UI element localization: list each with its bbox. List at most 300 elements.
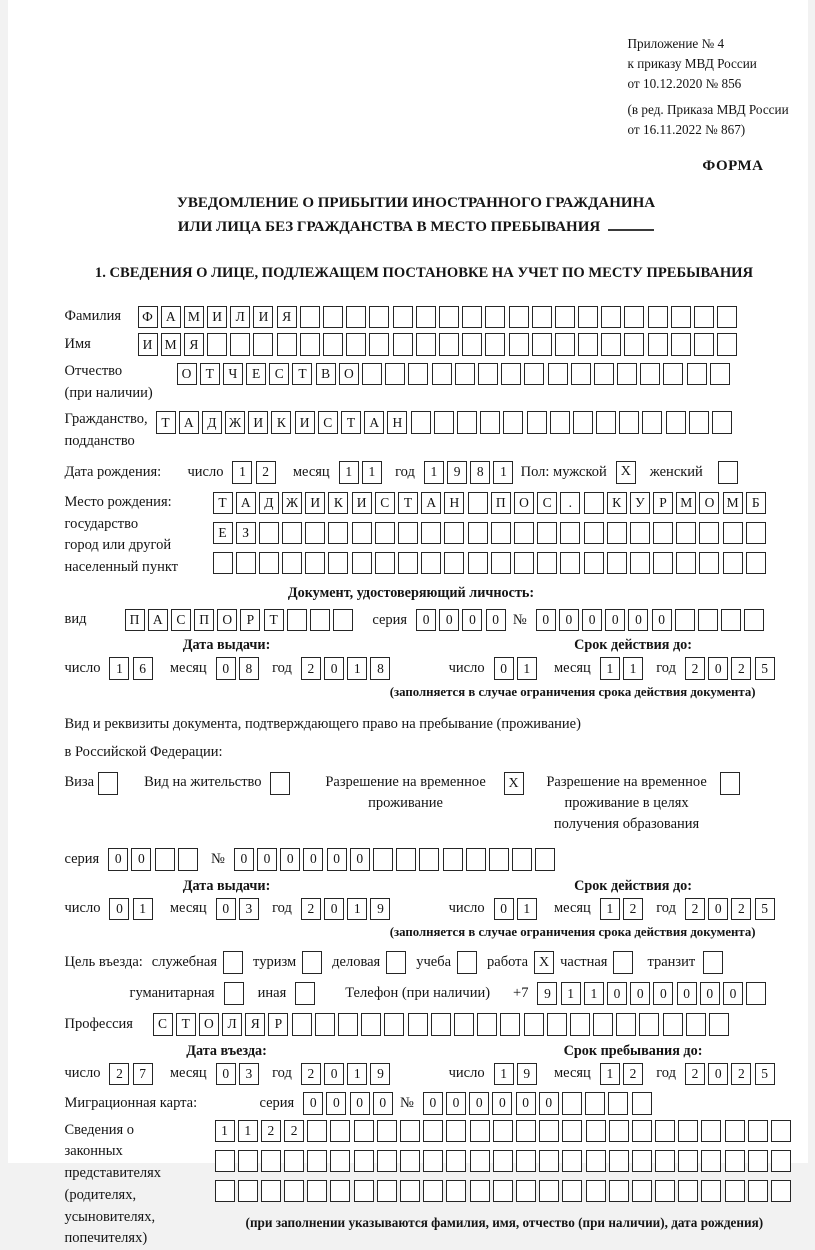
char-cell (771, 1120, 791, 1143)
phone-label: Телефон (при наличии) (345, 985, 490, 1002)
char-cell (362, 363, 382, 386)
doc-number-cells (536, 609, 768, 632)
char-cell: М (676, 492, 696, 515)
char-cell (373, 848, 393, 871)
char-cell: Л (222, 1013, 242, 1036)
char-cell (698, 609, 718, 632)
char-cell (444, 552, 464, 575)
char-cell (432, 363, 452, 386)
char-cell: 0 (446, 1092, 466, 1115)
char-cell (468, 492, 488, 515)
char-cell (253, 333, 273, 356)
char-cell (687, 363, 707, 386)
char-cell: 1 (347, 1063, 367, 1086)
char-cell (771, 1150, 791, 1173)
char-cell: 0 (677, 982, 697, 1005)
citizenship-row (65, 409, 798, 453)
number-label: № (513, 612, 527, 629)
char-cell (527, 411, 547, 434)
surname-label: Фамилия (65, 306, 138, 328)
purpose-official-label: служебная (152, 954, 217, 971)
birth-date-row (65, 461, 798, 484)
char-cell (578, 333, 598, 356)
char-cell (655, 1120, 675, 1143)
char-cell (408, 1013, 428, 1036)
residence-permit-option (144, 772, 289, 795)
char-cell: 8 (239, 657, 259, 680)
identity-issue-month (216, 657, 262, 680)
char-cell (630, 552, 650, 575)
char-cell: И (138, 333, 158, 356)
day-label: число (65, 900, 101, 917)
char-cell (238, 1180, 258, 1203)
purpose-tourism-label: туризм (253, 954, 296, 971)
char-cell (377, 1120, 397, 1143)
char-cell (560, 552, 580, 575)
residence-series-cells (108, 848, 201, 871)
birth-place-rows (213, 492, 770, 575)
sex-female-label: женский (650, 464, 703, 481)
restriction-note: (заполняется в случае ограничения срока действия документа) (65, 925, 798, 940)
char-cell (446, 1120, 466, 1143)
char-cell (524, 363, 544, 386)
char-cell (261, 1180, 281, 1203)
char-cell (717, 333, 737, 356)
char-cell (570, 1013, 590, 1036)
char-cell (678, 1120, 698, 1143)
month-label: месяц (554, 900, 591, 917)
char-cell (439, 333, 459, 356)
purpose-tourism-checkbox (302, 951, 322, 974)
char-cell (725, 1120, 745, 1143)
day-label: число (65, 660, 101, 677)
char-cell (609, 1150, 629, 1173)
visit-purpose-row (65, 951, 798, 974)
char-cell (516, 1180, 536, 1203)
char-cell (678, 1180, 698, 1203)
char-cell (671, 306, 691, 329)
char-cell: 2 (301, 1063, 321, 1086)
char-cell (400, 1120, 420, 1143)
char-cell: 0 (607, 982, 627, 1005)
char-cell (584, 522, 604, 545)
char-cell: С (171, 609, 191, 632)
char-cell (632, 1150, 652, 1173)
char-cell (686, 1013, 706, 1036)
residence-valid-day (494, 898, 540, 921)
char-cell (535, 848, 555, 871)
char-cell: . (560, 492, 580, 515)
char-cell (721, 609, 741, 632)
char-cell (284, 1180, 304, 1203)
char-cell (573, 411, 593, 434)
char-cell: 1 (362, 461, 382, 484)
char-cell (238, 1150, 258, 1173)
given-name-cells (138, 333, 741, 356)
char-cell (539, 1120, 559, 1143)
char-cell (671, 333, 691, 356)
char-cell (537, 522, 557, 545)
char-cell (584, 492, 604, 515)
char-cell (648, 306, 668, 329)
char-cell: 2 (731, 1063, 751, 1086)
char-cell (491, 522, 511, 545)
char-cell: 2 (261, 1120, 281, 1143)
char-cell (305, 552, 325, 575)
visa-label: Виза (65, 772, 95, 793)
char-cell (562, 1150, 582, 1173)
identity-dates-row (65, 657, 798, 680)
char-cell: 0 (350, 848, 370, 871)
char-cell: 1 (133, 898, 153, 921)
char-cell: 0 (131, 848, 151, 871)
char-cell: Р (240, 609, 260, 632)
char-cell (493, 1180, 513, 1203)
char-cell: 9 (517, 1063, 537, 1086)
form-label: ФОРМА (65, 158, 798, 175)
char-cell: В (316, 363, 336, 386)
purpose-business-label: деловая (332, 954, 380, 971)
char-cell (292, 1013, 312, 1036)
entry-year (301, 1063, 394, 1086)
char-cell (421, 522, 441, 545)
char-cell (300, 333, 320, 356)
char-cell (346, 306, 366, 329)
char-cell (421, 552, 441, 575)
char-cell: 0 (559, 609, 579, 632)
purpose-work-label: работа (487, 954, 528, 971)
year-label: год (272, 1065, 292, 1082)
char-cell (333, 609, 353, 632)
char-cell (717, 306, 737, 329)
stay-month (600, 1063, 646, 1086)
char-cell (746, 982, 766, 1005)
char-cell: 2 (731, 898, 751, 921)
form-title-line2: ИЛИ ЛИЦА БЕЗ ГРАЖДАНСТВА В МЕСТО ПРЕБЫВАНИЯ (65, 215, 768, 239)
char-cell (516, 1120, 536, 1143)
temp-residence-checkbox: X (504, 772, 524, 795)
char-cell (601, 306, 621, 329)
char-cell: Т (341, 411, 361, 434)
phone-prefix: +7 (513, 985, 528, 1002)
char-cell: П (194, 609, 214, 632)
char-cell: Ч (223, 363, 243, 386)
char-cell: И (305, 492, 325, 515)
char-cell (532, 333, 552, 356)
char-cell: 2 (301, 898, 321, 921)
char-cell: Н (444, 492, 464, 515)
char-cell: С (153, 1013, 173, 1036)
char-cell (524, 1013, 544, 1036)
char-cell (385, 363, 405, 386)
char-cell (259, 522, 279, 545)
char-cell: 2 (301, 657, 321, 680)
char-cell: 8 (470, 461, 490, 484)
char-cell (213, 552, 233, 575)
char-cell (261, 1150, 281, 1173)
char-cell (423, 1150, 443, 1173)
char-cell: О (177, 363, 197, 386)
char-cell (601, 333, 621, 356)
char-cell: М (184, 306, 204, 329)
char-cell (307, 1120, 327, 1143)
char-cell (616, 1013, 636, 1036)
issue-date-heading: Дата выдачи: (65, 878, 389, 895)
char-cell: А (161, 306, 181, 329)
char-cell (584, 552, 604, 575)
purpose-humanitarian-checkbox (224, 982, 244, 1005)
char-cell (640, 363, 660, 386)
char-cell: С (375, 492, 395, 515)
year-label: год (656, 660, 676, 677)
char-cell (710, 363, 730, 386)
char-cell (423, 1120, 443, 1143)
char-cell (470, 1150, 490, 1173)
entry-day (109, 1063, 155, 1086)
char-cell (454, 1013, 474, 1036)
year-label: год (656, 900, 676, 917)
char-cell (485, 306, 505, 329)
patronymic-cells (177, 363, 734, 386)
char-cell (514, 522, 534, 545)
char-cell (330, 1150, 350, 1173)
char-cell (354, 1150, 374, 1173)
char-cell (712, 411, 732, 434)
char-cell: С (318, 411, 338, 434)
char-cell: 0 (539, 1092, 559, 1115)
char-cell (398, 552, 418, 575)
char-cell (562, 1120, 582, 1143)
birth-place-row3-cells (213, 552, 770, 575)
temp-residence-edu-label: Разрешение на временное проживание в целях получения образования (542, 772, 712, 835)
purpose-private-label: частная (560, 954, 607, 971)
char-cell (725, 1180, 745, 1203)
char-cell: Т (156, 411, 176, 434)
purpose-business-checkbox (386, 951, 406, 974)
char-cell (550, 411, 570, 434)
char-cell: Д (202, 411, 222, 434)
char-cell: 1 (561, 982, 581, 1005)
char-cell (723, 522, 743, 545)
identity-issue-day (109, 657, 155, 680)
day-label: число (449, 1065, 485, 1082)
char-cell: 9 (447, 461, 467, 484)
representatives-row1-cells (215, 1120, 795, 1143)
char-cell (215, 1180, 235, 1203)
char-cell: М (723, 492, 743, 515)
char-cell (539, 1150, 559, 1173)
char-cell: 0 (324, 1063, 344, 1086)
representatives-row3-cells (215, 1180, 795, 1203)
char-cell (400, 1180, 420, 1203)
char-cell (446, 1150, 466, 1173)
char-cell (725, 1150, 745, 1173)
char-cell: И (248, 411, 268, 434)
char-cell (462, 333, 482, 356)
char-cell (632, 1120, 652, 1143)
char-cell (485, 333, 505, 356)
char-cell: К (328, 492, 348, 515)
citizenship-label: Гражданство, подданство (65, 409, 156, 453)
char-cell: 9 (370, 1063, 390, 1086)
day-label: число (188, 464, 224, 481)
char-cell (287, 609, 307, 632)
char-cell (648, 333, 668, 356)
char-cell (532, 306, 552, 329)
representatives-rows (215, 1120, 795, 1232)
char-cell (230, 333, 250, 356)
char-cell (384, 1013, 404, 1036)
char-cell (377, 1150, 397, 1173)
char-cell: И (253, 306, 273, 329)
char-cell (608, 1092, 628, 1115)
char-cell: Р (653, 492, 673, 515)
char-cell: Т (200, 363, 220, 386)
char-cell: 0 (700, 982, 720, 1005)
purpose-study-checkbox (457, 951, 477, 974)
number-label: № (211, 851, 225, 868)
char-cell (630, 522, 650, 545)
char-cell: Я (277, 306, 297, 329)
char-cell (323, 333, 343, 356)
char-cell (562, 1180, 582, 1203)
char-cell: Я (184, 333, 204, 356)
char-cell (632, 1180, 652, 1203)
char-cell: Т (398, 492, 418, 515)
representatives-note: (при заполнении указываются фамилия, имя, отчество (при наличии), дата рождения) (215, 1215, 795, 1231)
char-cell (457, 411, 477, 434)
purpose-transit-checkbox (703, 951, 723, 974)
profession-label: Профессия (65, 1014, 153, 1036)
residence-valid-year (685, 898, 778, 921)
char-cell: 0 (708, 657, 728, 680)
char-cell: 0 (494, 657, 514, 680)
month-label: месяц (554, 1065, 591, 1082)
char-cell (307, 1180, 327, 1203)
char-cell (516, 1150, 536, 1173)
valid-until-heading: Срок действия до: (469, 637, 798, 654)
entry-date-headers (65, 1043, 798, 1060)
char-cell (259, 552, 279, 575)
char-cell (493, 1150, 513, 1173)
doc-series-cells (416, 609, 509, 632)
char-cell (514, 552, 534, 575)
char-cell: Л (230, 306, 250, 329)
series-label: серия (65, 851, 100, 868)
char-cell: 2 (685, 657, 705, 680)
char-cell: 5 (755, 657, 775, 680)
char-cell: Ж (282, 492, 302, 515)
char-cell (675, 609, 695, 632)
char-cell: Т (176, 1013, 196, 1036)
char-cell (663, 363, 683, 386)
char-cell (632, 1092, 652, 1115)
char-cell: 9 (537, 982, 557, 1005)
char-cell (596, 411, 616, 434)
residence-doc-series-row (65, 848, 798, 871)
day-label: число (65, 1065, 101, 1082)
purpose-transit-label: транзит (647, 954, 695, 971)
char-cell: 1 (109, 657, 129, 680)
char-cell (491, 552, 511, 575)
char-cell (369, 306, 389, 329)
char-cell: М (161, 333, 181, 356)
char-cell: А (421, 492, 441, 515)
identity-doc-heading: Документ, удостоверяющий личность: (65, 585, 798, 602)
residence-date-headers (65, 878, 798, 895)
given-name-row (65, 333, 798, 356)
char-cell: Е (213, 522, 233, 545)
patronymic-row (65, 361, 798, 405)
char-cell (676, 552, 696, 575)
char-cell: 0 (216, 898, 236, 921)
char-cell (547, 1013, 567, 1036)
month-label: месяц (170, 900, 207, 917)
char-cell (178, 848, 198, 871)
char-cell: О (217, 609, 237, 632)
char-cell (642, 411, 662, 434)
char-cell: Д (259, 492, 279, 515)
purpose-label: Цель въезда: (65, 954, 143, 971)
birth-month-cells (339, 461, 385, 484)
char-cell (396, 848, 416, 871)
birth-date-label: Дата рождения: (65, 464, 169, 481)
char-cell (699, 552, 719, 575)
char-cell (419, 848, 439, 871)
char-cell: 1 (517, 898, 537, 921)
char-cell (624, 333, 644, 356)
purpose-work-checkbox: X (534, 951, 554, 974)
representatives-row2-cells (215, 1150, 795, 1173)
profession-cells (153, 1013, 733, 1036)
char-cell: С (537, 492, 557, 515)
char-cell (323, 306, 343, 329)
char-cell: 2 (623, 898, 643, 921)
char-cell (607, 552, 627, 575)
char-cell (354, 1180, 374, 1203)
char-cell (282, 522, 302, 545)
char-cell: 0 (216, 657, 236, 680)
char-cell (480, 411, 500, 434)
sex-male-label: Пол: мужской (521, 464, 607, 481)
representatives-block (65, 1120, 798, 1250)
char-cell (330, 1180, 350, 1203)
char-cell (444, 522, 464, 545)
char-cell: 1 (623, 657, 643, 680)
char-cell: У (630, 492, 650, 515)
char-cell (470, 1180, 490, 1203)
title-blank-underline (608, 217, 654, 231)
char-cell (555, 333, 575, 356)
char-cell (709, 1013, 729, 1036)
char-cell (478, 363, 498, 386)
char-cell (723, 552, 743, 575)
char-cell: Я (245, 1013, 265, 1036)
char-cell: 0 (628, 609, 648, 632)
char-cell (619, 411, 639, 434)
char-cell (423, 1180, 443, 1203)
issue-date-heading: Дата выдачи: (65, 637, 389, 654)
char-cell (653, 552, 673, 575)
char-cell (503, 411, 523, 434)
char-cell: 2 (623, 1063, 643, 1086)
appendix-line: Приложение № 4 (628, 34, 815, 54)
char-cell (655, 1150, 675, 1173)
char-cell: 1 (339, 461, 359, 484)
form-title (65, 191, 798, 239)
year-label: год (272, 900, 292, 917)
char-cell: 0 (234, 848, 254, 871)
